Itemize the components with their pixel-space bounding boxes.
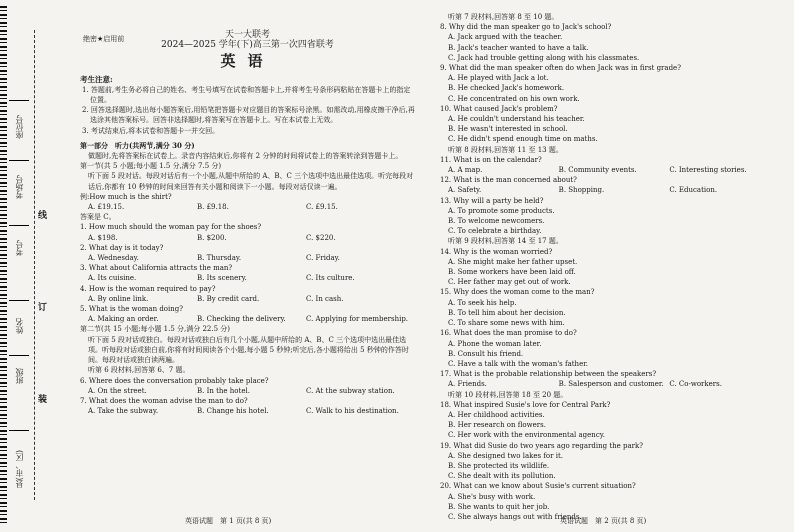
option: B. By credit card. (197, 294, 260, 303)
question-text: 10. What caused Jack's problem? (440, 104, 558, 113)
option: C. Interesting stories. (669, 166, 747, 175)
example-options (80, 202, 415, 212)
option: A. She might make her father upset. (448, 257, 578, 266)
option: C. Co-workers. (669, 380, 722, 389)
option: B. He wasn't interested in school. (448, 125, 568, 134)
section-heading: 第一节(共 5 小题;每小题 1.5 分,满分 7.5 分) (80, 162, 222, 171)
option: B. Her research on flowers. (448, 421, 546, 430)
option: B. She protected its wildlife. (448, 461, 550, 470)
option: B. Thursday. (197, 254, 242, 263)
question-text: 13. Why will a party be held? (440, 196, 544, 205)
option: C. Jack had trouble getting along with his classmates. (448, 53, 640, 62)
cut-line (34, 30, 35, 500)
option: B. £9.18. (197, 203, 229, 212)
question-text: 5. What is the woman doing? (80, 305, 183, 314)
option: A. On the street. (88, 386, 147, 395)
notice-item: 2. 回答选择题时,选出每小题答案后,用铅笔把答题卡对应题目的答案标号涂黑。如需改动,用橡皮擦干净后,再选涂其他答案标号。回答非选择题时,将答案写在答题卡上。写在本试卷上无效。 (82, 106, 415, 125)
question-text: 12. What is the man concerned about? (440, 176, 577, 185)
question-list (440, 12, 780, 522)
option: C. Education. (669, 186, 718, 195)
question-text: 20. What can we know about Susie's current situation? (440, 482, 636, 491)
option: A. Friends. (448, 380, 487, 389)
seal-char-pack: 装 (38, 395, 48, 405)
part-heading: 第一部分 听力(共两节,满分 30 分) (80, 140, 195, 150)
option: A. Safety. (448, 186, 482, 195)
option: B. Shopping. (558, 186, 605, 195)
option: A. Take the subway. (88, 407, 159, 416)
option: C. To celebrate a birthday. (448, 227, 542, 236)
option: B. To welcome newcomers. (448, 217, 545, 226)
instructions: 听下面 5 段对话或独白。每段对话或独白后有几个小题,从题中所给的 A、B、C 三个选项中选出最佳选项。听每段对话或独白前,你将有时间阅读各个小题,每小题 5 秒钟;听完后,各小题将给出 5 秒钟的作答时间。每段对话或独白读两遍。 (88, 335, 409, 365)
exam-title: 2024—2025 学年(下)高三第一次四省联考 (161, 40, 334, 51)
option: B. Some workers have been laid off. (448, 268, 576, 277)
option: C. Walk to his destination. (306, 407, 399, 416)
option-row (440, 165, 780, 175)
option: C. She dealt with its pollution. (448, 472, 556, 481)
option: C. She always hangs out with friends. (448, 512, 582, 521)
option: B. Salesperson and customer. (558, 380, 664, 389)
field-line (9, 355, 29, 356)
question-text: 17. What is the probable relationship between the speakers? (440, 370, 657, 379)
exam-org: 天一大联考 (224, 30, 270, 40)
material-cue: 听第 8 段材料,回答第 11 至 13 题。 (448, 145, 563, 154)
field-line (9, 100, 29, 101)
option: B. He checked Jack's homework. (448, 84, 565, 93)
field-line (9, 430, 29, 431)
question-text: 19. What did Susie do two years ago regarding the park? (440, 441, 643, 450)
option: A. To promote some products. (448, 206, 555, 215)
edge-barcode (0, 6, 7, 526)
question-text: 1. How much should the woman pay for the shoes? (80, 223, 262, 232)
question-text: 16. What does the man promise to do? (440, 329, 577, 338)
question-text: 9. What did the man speaker often do when Jack was in first grade? (440, 64, 681, 73)
option: B. Jack's teacher wanted to have a talk. (448, 43, 589, 52)
option: B. $200. (197, 233, 227, 242)
option: C. Its culture. (306, 274, 355, 283)
option: B. Community events. (558, 166, 637, 175)
option: C. $220. (306, 233, 336, 242)
option: C. Applying for membership. (306, 315, 409, 324)
option: A. She designed two lakes for it. (448, 451, 563, 460)
option: C. Her work with the environmental agency. (448, 431, 605, 440)
question-text: 14. Why is the woman worried? (440, 247, 553, 256)
question-text: 15. Why does the woman come to the man? (440, 288, 595, 297)
option: C. In cash. (306, 294, 344, 303)
notice-title: 考生注意: (80, 74, 113, 84)
option: A. Its cuisine. (88, 274, 137, 283)
question-text: 11. What is on the calendar? (440, 155, 542, 164)
option-row (80, 294, 415, 304)
option: C. Have a talk with the woman's father. (448, 359, 589, 368)
notice-item: 1. 答题前,考生务必将自己的姓名、考生号填写在试卷和答题卡上,并将考生号条形码粘贴在答题卡上的指定位置。 (82, 85, 411, 105)
binding-margin (0, 0, 52, 532)
option-row (80, 233, 415, 243)
option: A. £19.15. (88, 203, 125, 212)
page-footer: 英语试题 第 2 页(共 8 页) (560, 517, 647, 525)
label-exam-number: 考号 (15, 240, 24, 256)
option: C. He didn't spend enough time on maths. (448, 135, 598, 144)
field-line (9, 225, 29, 226)
option: B. In the hotel. (197, 386, 250, 395)
option-row (80, 253, 415, 263)
question-text: 7. What does the woman advise the man to do? (80, 396, 248, 405)
option: B. Change his hotel. (197, 407, 269, 416)
label-class: 班级 (15, 368, 24, 384)
option: C. He concentrated on his own work. (448, 94, 580, 103)
option: A. He played with Jack a lot. (448, 74, 549, 83)
option: A. A map. (448, 166, 483, 175)
option-row (80, 314, 415, 324)
option: A. Making an order. (88, 315, 159, 324)
option-row (80, 406, 415, 416)
notice-item: 3. 考试结束后,将本试卷和答题卡一并交回。 (82, 126, 220, 135)
option: A. He couldn't understand his teacher. (448, 115, 585, 124)
question-text: 2. What day is it today? (80, 243, 164, 252)
example-question: 例:How much is the shirt? (80, 192, 172, 201)
option: A. Wednesday. (88, 254, 139, 263)
instructions: 做题时,先将答案标在试卷上。录音内容结束后,你将有 2 分钟的时间将试卷上的答案转涂到答题卡上。 (88, 152, 403, 161)
label-name: 姓名 (15, 318, 24, 334)
option: A. Phone the woman later. (448, 339, 542, 348)
option-row (80, 386, 415, 396)
option: A. $198. (88, 233, 118, 242)
option: A. Her childhood activities. (448, 410, 545, 419)
option: A. Jack argued with the teacher. (448, 33, 563, 42)
question-text: 4. How is the woman required to pay? (80, 284, 216, 293)
question-text: 8. Why did the man speaker go to Jack's school? (440, 23, 612, 32)
field-line (9, 160, 29, 161)
material-cue: 听第 10 段材料,回答第 18 至 20 题。 (448, 390, 568, 399)
label-county: 县(市、区) (15, 450, 24, 489)
material-cue: 听第 7 段材料,回答第 8 至 10 题。 (448, 13, 559, 21)
question-text: 18. What inspired Susie's love for Central Park? (440, 400, 611, 409)
material-cue: 听第 9 段材料,回答第 14 至 17 题。 (448, 237, 563, 246)
option: A. To seek his help. (448, 298, 517, 307)
label-room-number: 考场号 (15, 175, 24, 199)
option-row (440, 379, 780, 389)
option: A. By online link. (88, 294, 149, 303)
material-cue: 听第 6 段材料,回答第 6、7 题。 (88, 366, 190, 375)
label-seat-number: 座位号 (15, 115, 24, 139)
page-1 (80, 28, 415, 514)
confidential-mark: 绝密★启用前 (83, 35, 125, 43)
option: C. Her father may get out of work. (448, 278, 571, 287)
option: B. Checking the delivery. (197, 315, 286, 324)
page-footer: 英语试题 第 1 页(共 8 页) (185, 517, 272, 525)
field-line (9, 300, 29, 301)
question-text: 6. Where does the conversation probably take place? (80, 376, 269, 385)
option: C. Friday. (306, 254, 340, 263)
subject-title: 英语 (220, 52, 275, 71)
option: B. Its scenery. (197, 274, 247, 283)
question-text: 3. What about California attracts the man? (80, 264, 233, 273)
option-row (440, 185, 780, 195)
option: C. To share some news with him. (448, 319, 565, 328)
seal-char-line: 线 (38, 211, 48, 221)
option: A. She's busy with work. (448, 492, 536, 501)
option-row (80, 273, 415, 283)
option: B. Consult his friend. (448, 349, 524, 358)
option: C. At the subway station. (306, 386, 395, 395)
option: C. £9.15. (306, 203, 338, 212)
option: B. To tell him about her decision. (448, 308, 566, 317)
example-answer: 答案是 C。 (80, 213, 116, 222)
question-list (80, 222, 415, 324)
seal-char-bind: 订 (38, 303, 48, 313)
instructions: 听下面 5 段对话。每段对话后有一个小题,从题中所给的 A、B、C 三个选项中选出最佳选项。听完每段对话后,你都有 10 秒钟的时间来回答有关小题和阅读下一小题。每段对话仅读一遍。 (88, 172, 414, 191)
option: B. She wants to quit her job. (448, 502, 550, 511)
section-heading: 第二节(共 15 小题;每小题 1.5 分,满分 22.5 分) (80, 325, 231, 334)
question-list (80, 376, 415, 417)
